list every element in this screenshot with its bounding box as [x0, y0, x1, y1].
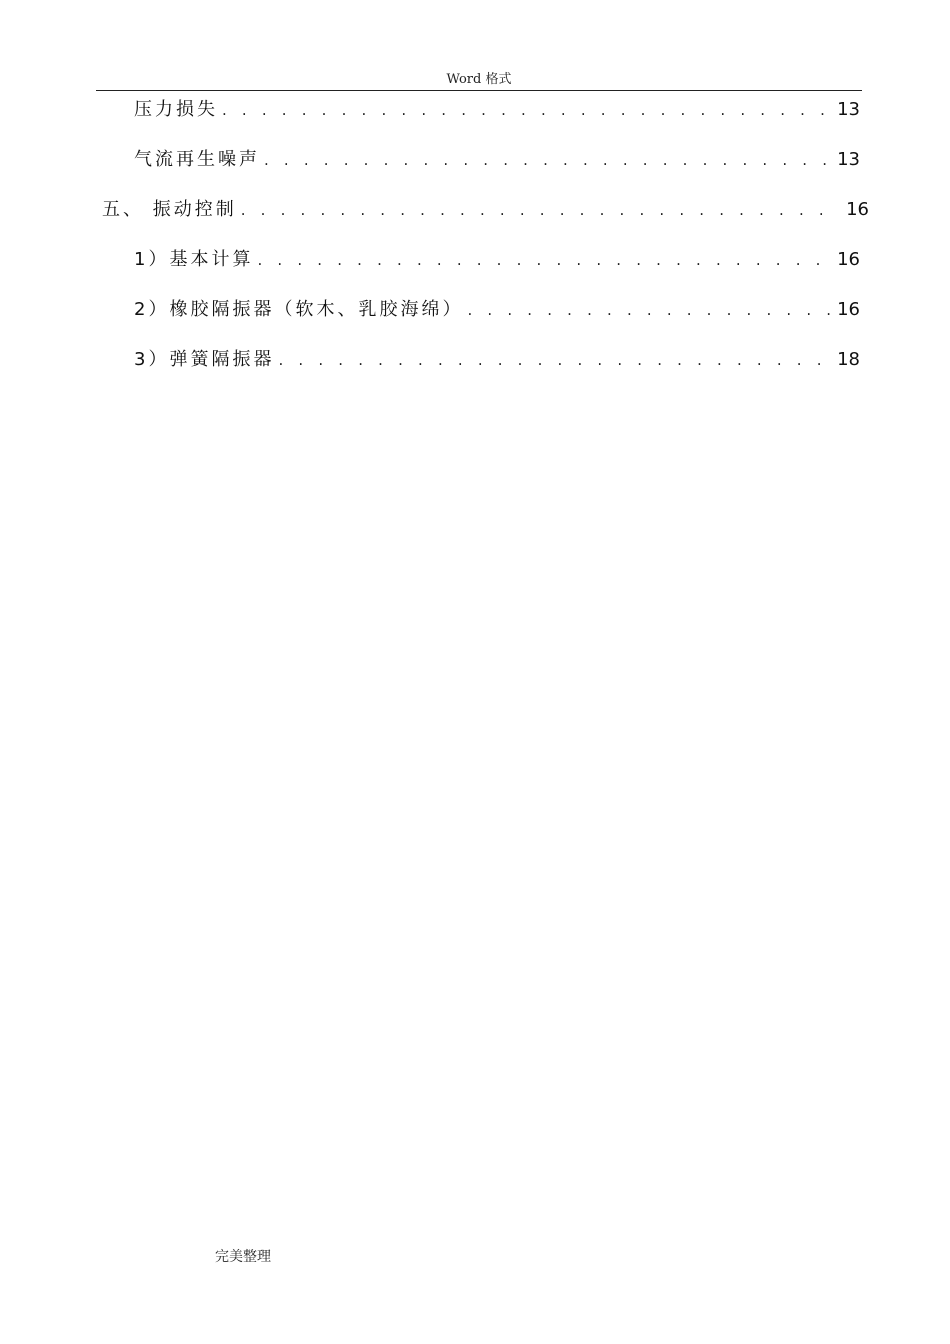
toc-entry-page-number: 13	[837, 99, 860, 120]
toc-dot-leader	[264, 147, 831, 173]
toc-entry-page-number: 16	[837, 249, 860, 270]
toc-entry-label: 1）基本计算	[134, 249, 254, 270]
page-footer: 完美整理	[215, 1249, 271, 1265]
toc-entry-airflow-regenerated-noise[interactable]	[134, 147, 860, 173]
toc-entry-label: 气流再生噪声	[134, 149, 260, 170]
toc-dot-leader	[222, 97, 831, 123]
toc-entry-label: 2）橡胶隔振器（软木、乳胶海绵）	[134, 299, 464, 320]
toc-entry-rubber-isolator[interactable]	[134, 297, 860, 323]
toc-entry-label: 五、 振动控制	[102, 199, 237, 220]
toc-entry-page-number: 16	[837, 299, 860, 320]
toc-entry-page-number: 18	[837, 349, 860, 370]
toc-entry-spring-isolator[interactable]	[134, 347, 860, 373]
toc-entry-basic-calculation[interactable]	[134, 247, 860, 273]
toc-entry-label: 3）弹簧隔振器	[134, 349, 275, 370]
toc-dot-leader	[467, 297, 831, 323]
header-title: Word 格式	[446, 72, 512, 87]
toc-dot-leader	[241, 197, 840, 223]
toc-entry-page-number: 13	[837, 149, 860, 170]
toc-dot-leader	[278, 347, 831, 373]
toc-entry-label: 压力损失	[134, 99, 218, 120]
toc-dot-leader	[257, 247, 831, 273]
toc-entry-vibration-control[interactable]	[102, 197, 869, 223]
toc-entry-pressure-loss[interactable]	[134, 97, 860, 123]
toc-entry-page-number: 16	[846, 199, 869, 220]
page-header	[96, 72, 862, 91]
